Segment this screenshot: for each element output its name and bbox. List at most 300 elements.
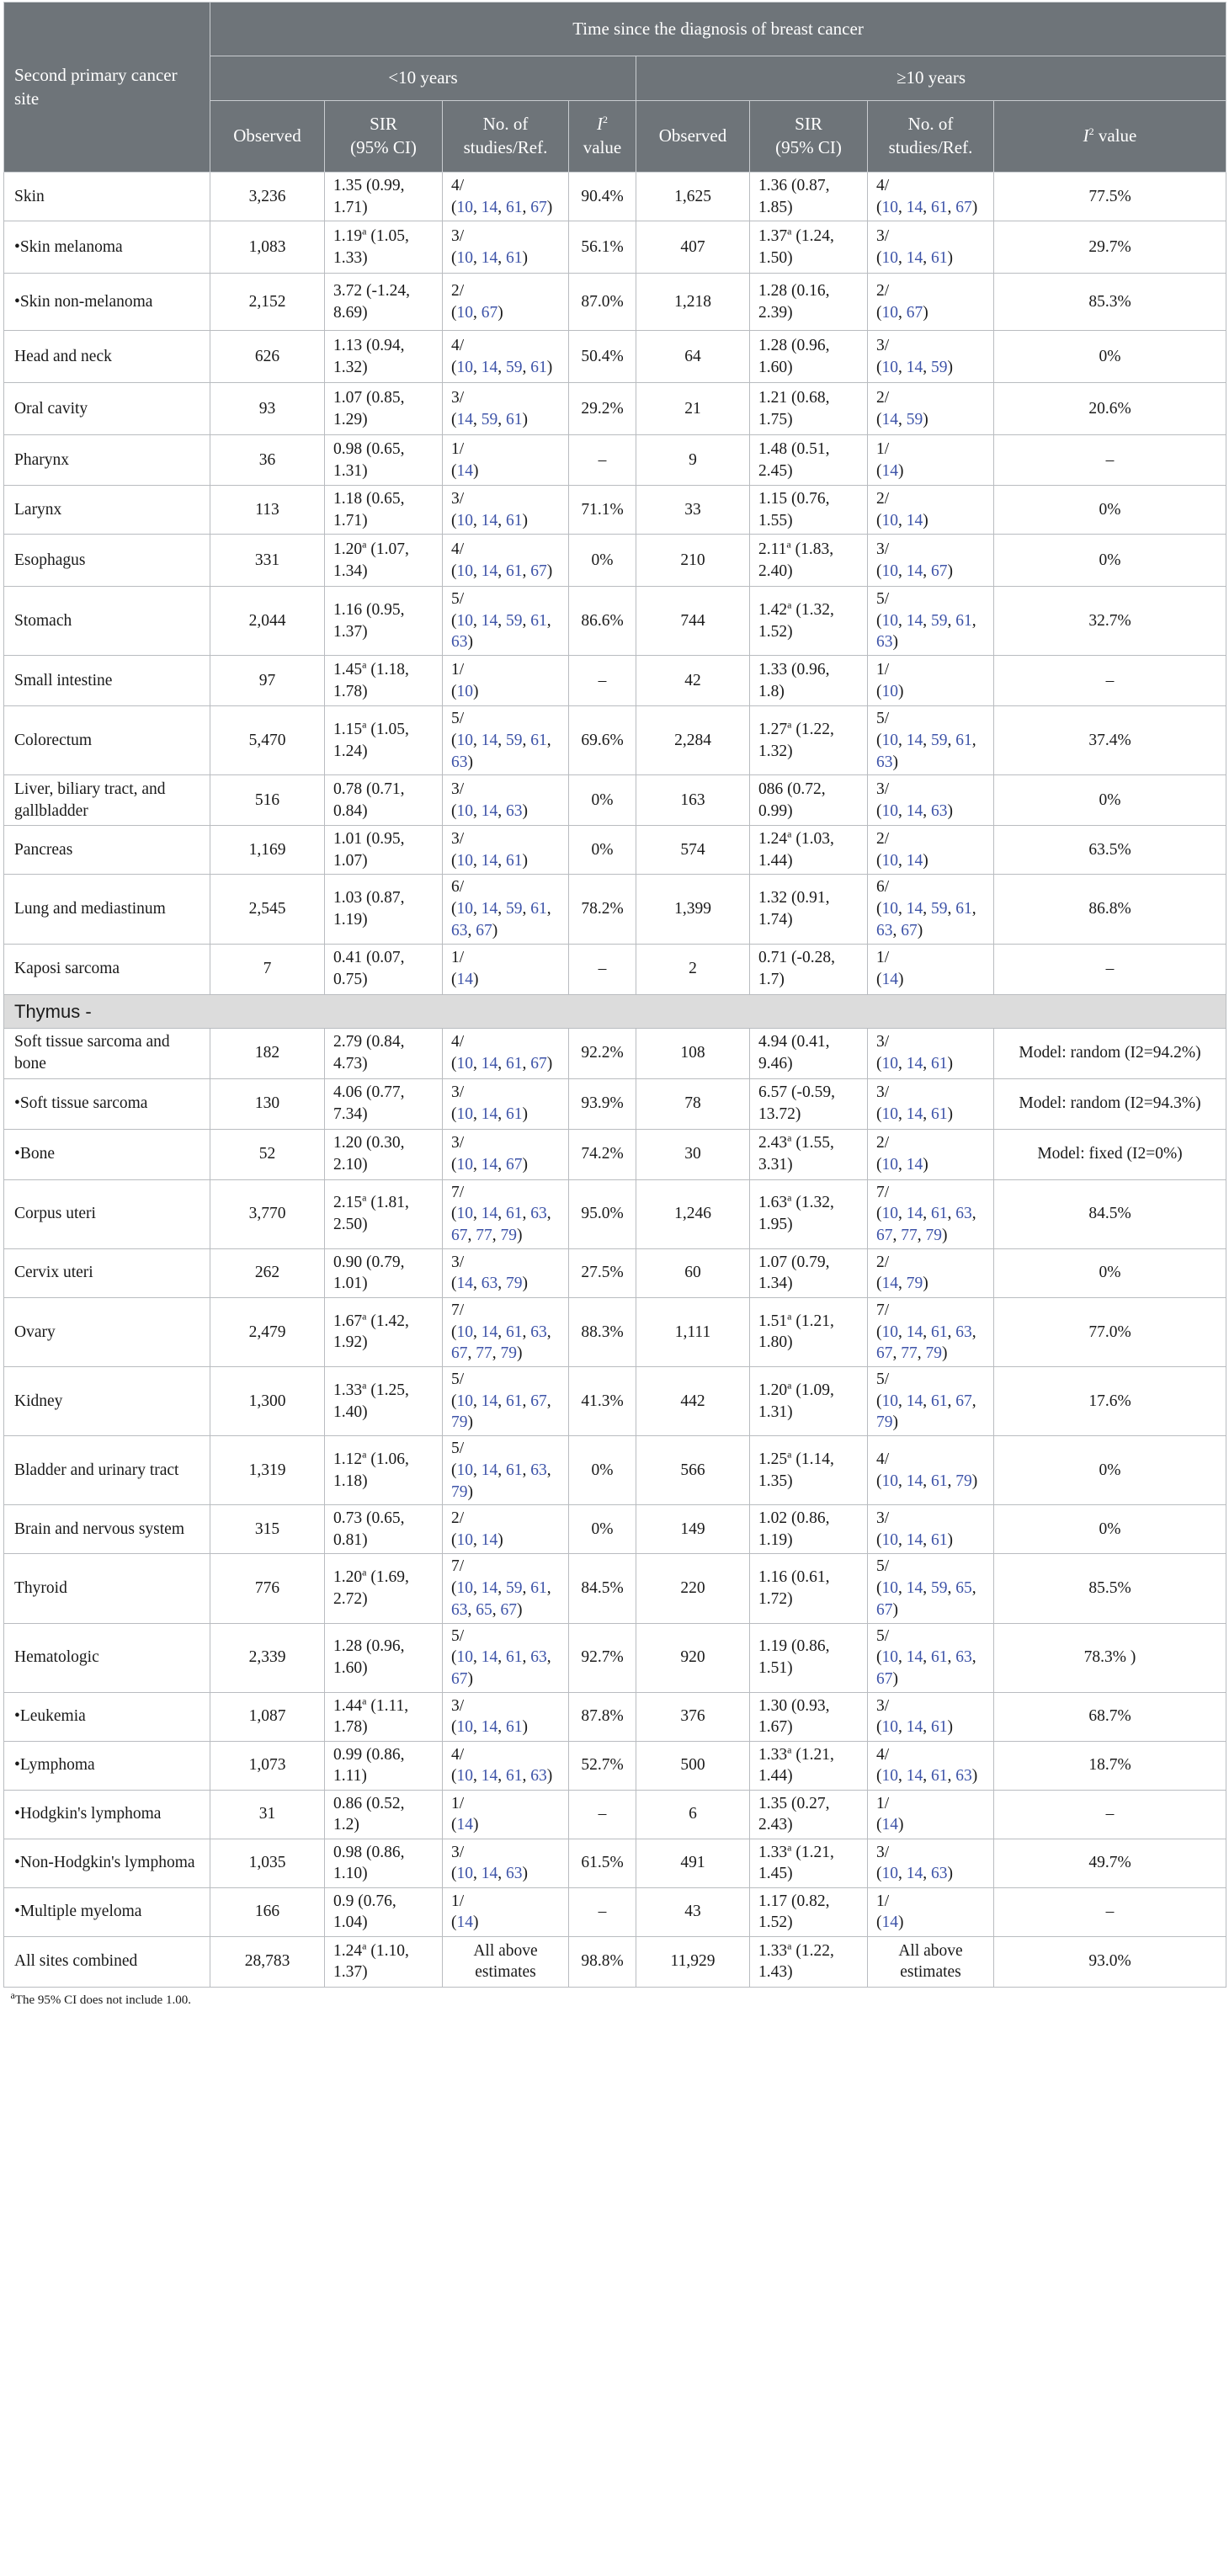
- ref-link[interactable]: 79: [925, 1344, 942, 1363]
- sir-value: 1.48 (0.51, 2.45): [758, 439, 830, 480]
- ref-link[interactable]: 63: [931, 1865, 948, 1883]
- i2-value-word: value: [583, 137, 622, 157]
- ref-link[interactable]: 77: [901, 1344, 918, 1363]
- studies-cell: 5/ (10, 14, 59, 61, 63): [868, 706, 994, 775]
- i2-header: [569, 101, 636, 173]
- ref-link[interactable]: 14: [906, 900, 923, 918]
- ref-link[interactable]: 61: [931, 1472, 948, 1490]
- observed-cell: 1,625: [636, 173, 750, 221]
- ref-link[interactable]: 10: [456, 1156, 473, 1174]
- ref-link[interactable]: 61: [955, 900, 972, 918]
- ref-link[interactable]: 10: [881, 1718, 898, 1737]
- i2-cell: 52.7%: [569, 1741, 636, 1790]
- studies-cell: 3/ (10, 14, 61): [443, 826, 569, 875]
- ref-link[interactable]: 14: [906, 1767, 923, 1786]
- ref-link[interactable]: 67: [530, 1392, 547, 1410]
- studies-cell: 3/ (14, 63, 79): [443, 1248, 569, 1297]
- ref-link[interactable]: 10: [456, 248, 473, 267]
- ref-link[interactable]: 10: [881, 1865, 898, 1883]
- ref-link[interactable]: 63: [955, 1767, 972, 1786]
- site-cell: •Skin non-melanoma: [4, 274, 210, 331]
- ref-link[interactable]: 61: [506, 562, 523, 580]
- sir-cell: [750, 1248, 868, 1297]
- ref-link[interactable]: 63: [876, 633, 893, 652]
- i2-cell: –: [994, 1790, 1226, 1839]
- ref-link[interactable]: 61: [931, 1323, 948, 1341]
- sir-value: 1.33: [333, 1381, 363, 1399]
- sir-sup: a: [362, 1695, 367, 1707]
- ref-link[interactable]: 61: [506, 1461, 523, 1479]
- ref-link[interactable]: 10: [881, 198, 898, 216]
- studies-cell: 5/ (10, 14, 61, 63, 67): [868, 1623, 994, 1692]
- ref-link[interactable]: 63: [530, 1205, 547, 1223]
- sir-value: 0.86 (0.52, 1.2): [333, 1794, 405, 1834]
- ref-link[interactable]: 14: [906, 1392, 923, 1410]
- ref-link[interactable]: 79: [906, 1275, 923, 1293]
- ref-link[interactable]: 14: [881, 410, 898, 428]
- ref-link[interactable]: 14: [906, 1579, 923, 1598]
- ref-link[interactable]: 10: [881, 1767, 898, 1786]
- ref-link[interactable]: 79: [451, 1482, 468, 1501]
- sir-ci: (1.21, 1.45): [758, 1843, 834, 1883]
- studies-count: 7/: [451, 1557, 465, 1576]
- ref-link[interactable]: 63: [451, 921, 468, 939]
- ref-link[interactable]: 61: [506, 851, 523, 870]
- ref-link[interactable]: 10: [881, 851, 898, 870]
- ref-link[interactable]: 59: [506, 1579, 523, 1598]
- ref-link[interactable]: 10: [456, 731, 473, 749]
- ref-link[interactable]: 10: [456, 1767, 473, 1786]
- ref-link[interactable]: 63: [530, 1323, 547, 1341]
- ref-link[interactable]: 61: [506, 1718, 523, 1737]
- sir-value: 1.19 (0.86, 1.51): [758, 1637, 830, 1678]
- ref-link[interactable]: 14: [881, 461, 898, 480]
- ref-link[interactable]: 61: [530, 358, 547, 376]
- ref-link[interactable]: 61: [506, 511, 523, 530]
- ref-link[interactable]: 61: [506, 1392, 523, 1410]
- ref-link[interactable]: 63: [876, 921, 893, 939]
- ref-link[interactable]: 59: [506, 611, 523, 630]
- ref-link[interactable]: 14: [456, 1913, 473, 1932]
- ref-link[interactable]: 10: [881, 1472, 898, 1490]
- sir-sup: a: [787, 1743, 792, 1756]
- ref-link[interactable]: 10: [881, 562, 898, 580]
- ref-link[interactable]: 63: [955, 1205, 972, 1223]
- ref-link[interactable]: 14: [456, 461, 473, 480]
- ref-link[interactable]: 61: [931, 1105, 948, 1124]
- ref-link[interactable]: 14: [906, 198, 923, 216]
- observed-cell: 5,470: [210, 706, 325, 775]
- ref-link[interactable]: 14: [906, 1865, 923, 1883]
- sir-value: 1.67: [333, 1312, 363, 1330]
- ref-link[interactable]: 59: [931, 731, 948, 749]
- sir-value: 1.03 (0.87, 1.19): [333, 889, 405, 929]
- ref-link[interactable]: 63: [451, 1600, 468, 1619]
- sir-cell: [750, 435, 868, 486]
- ref-link[interactable]: 14: [456, 971, 473, 989]
- ref-link[interactable]: 67: [506, 1156, 523, 1174]
- ref-link[interactable]: 63: [955, 1648, 972, 1667]
- ref-link[interactable]: 14: [481, 1648, 498, 1667]
- ref-link[interactable]: 63: [506, 1865, 523, 1883]
- ref-link[interactable]: 67: [530, 562, 547, 580]
- ref-link[interactable]: 63: [506, 801, 523, 820]
- ref-link[interactable]: 14: [481, 801, 498, 820]
- ref-link[interactable]: 10: [456, 851, 473, 870]
- studies-count: 5/: [876, 1557, 890, 1576]
- ref-link[interactable]: 67: [451, 1670, 468, 1689]
- sir-cell: [750, 274, 868, 331]
- i2-cell: 85.3%: [994, 274, 1226, 331]
- sir-value: 3.72 (-1.24, 8.69): [333, 281, 410, 322]
- sir-ci: (1.81, 2.50): [333, 1194, 409, 1234]
- ref-link[interactable]: 14: [906, 1648, 923, 1667]
- ref-link[interactable]: 10: [456, 1392, 473, 1410]
- ref-link[interactable]: 10: [881, 900, 898, 918]
- ref-link[interactable]: 14: [481, 731, 498, 749]
- ref-link[interactable]: 67: [451, 1227, 468, 1245]
- ref-link[interactable]: 14: [906, 358, 923, 376]
- ref-link[interactable]: 10: [881, 1105, 898, 1124]
- ref-link[interactable]: 10: [456, 1865, 473, 1883]
- ref-link[interactable]: 14: [456, 1275, 473, 1293]
- studies-cell: 2/ (10, 67): [443, 274, 569, 331]
- i2-cell: 0%: [569, 535, 636, 587]
- ref-link[interactable]: 67: [876, 1600, 893, 1619]
- ref-link[interactable]: 14: [481, 1205, 498, 1223]
- ref-link[interactable]: 10: [881, 303, 898, 322]
- ref-link[interactable]: 10: [456, 303, 473, 322]
- ref-link[interactable]: 61: [955, 731, 972, 749]
- ref-link[interactable]: 61: [931, 1205, 948, 1223]
- ref-link[interactable]: 61: [530, 611, 547, 630]
- sir-value: 2.11: [758, 540, 787, 558]
- sir-cell: [325, 1129, 443, 1179]
- ref-link[interactable]: 10: [881, 1392, 898, 1410]
- ref-link[interactable]: 10: [456, 1055, 473, 1073]
- ref-link[interactable]: 63: [451, 633, 468, 652]
- ref-link[interactable]: 14: [481, 900, 498, 918]
- ref-link[interactable]: 14: [481, 248, 498, 267]
- ref-link[interactable]: 63: [451, 753, 468, 771]
- ref-link[interactable]: 10: [456, 1648, 473, 1667]
- ref-link[interactable]: 14: [881, 1816, 898, 1834]
- observed-cell: 42: [636, 656, 750, 706]
- sir-value: 1.45: [333, 660, 363, 679]
- ref-link[interactable]: 10: [456, 358, 473, 376]
- i2-cell: 63.5%: [994, 826, 1226, 875]
- ref-link[interactable]: 61: [931, 248, 948, 267]
- ref-link[interactable]: 61: [506, 248, 523, 267]
- ref-link[interactable]: 67: [876, 1344, 893, 1363]
- ref-link[interactable]: 61: [530, 1579, 547, 1598]
- ref-link[interactable]: 10: [456, 562, 473, 580]
- ref-link[interactable]: 61: [506, 1105, 523, 1124]
- observed-cell: 31: [210, 1790, 325, 1839]
- ref-link[interactable]: 10: [881, 1530, 898, 1549]
- ref-link[interactable]: 14: [906, 851, 923, 870]
- ref-link[interactable]: 63: [530, 1648, 547, 1667]
- sir-value: 1.07 (0.85, 1.29): [333, 388, 405, 428]
- ref-link[interactable]: 10: [456, 198, 473, 216]
- ref-link[interactable]: 61: [530, 731, 547, 749]
- ref-link[interactable]: 67: [931, 562, 948, 580]
- ref-link[interactable]: 14: [481, 1323, 498, 1341]
- ref-link[interactable]: 14: [481, 198, 498, 216]
- observed-cell: 407: [636, 221, 750, 274]
- ref-link[interactable]: 63: [530, 1767, 547, 1786]
- ref-link[interactable]: 14: [481, 562, 498, 580]
- observed-cell: 6: [636, 1790, 750, 1839]
- ref-link[interactable]: 10: [881, 248, 898, 267]
- ref-link[interactable]: 14: [906, 248, 923, 267]
- ref-link[interactable]: 63: [876, 753, 893, 771]
- observed-cell: 2,284: [636, 706, 750, 775]
- ref-link[interactable]: 61: [931, 1718, 948, 1737]
- ref-link[interactable]: 79: [876, 1413, 893, 1432]
- observed-cell: 33: [636, 486, 750, 535]
- ref-link[interactable]: 14: [906, 562, 923, 580]
- ref-link[interactable]: 65: [476, 1600, 492, 1619]
- ref-link[interactable]: 14: [481, 1156, 498, 1174]
- ref-link[interactable]: 67: [955, 198, 972, 216]
- ref-link[interactable]: 14: [481, 1718, 498, 1737]
- ref-link[interactable]: 10: [456, 1105, 473, 1124]
- ref-link[interactable]: 59: [506, 900, 523, 918]
- ref-link[interactable]: 61: [931, 1767, 948, 1786]
- ref-link[interactable]: 79: [500, 1227, 517, 1245]
- ref-link[interactable]: 59: [931, 1579, 948, 1598]
- i2-cell: 77.5%: [994, 173, 1226, 221]
- ref-link[interactable]: 14: [481, 1767, 498, 1786]
- ref-link[interactable]: 59: [506, 358, 523, 376]
- ref-link[interactable]: 67: [476, 921, 492, 939]
- studies-count: 3/: [876, 1509, 890, 1528]
- ref-link[interactable]: 14: [481, 1392, 498, 1410]
- ref-link[interactable]: 67: [481, 303, 498, 322]
- ref-link[interactable]: 14: [481, 1579, 498, 1598]
- ref-link[interactable]: 10: [881, 1648, 898, 1667]
- ref-link[interactable]: 67: [500, 1600, 517, 1619]
- studies-cell: [443, 1936, 569, 1987]
- studies-cell: 3/ (10, 14, 61): [868, 1692, 994, 1741]
- ref-link[interactable]: 77: [901, 1227, 918, 1245]
- ref-link[interactable]: 61: [506, 1767, 523, 1786]
- ref-link[interactable]: 14: [881, 971, 898, 989]
- ref-link[interactable]: 67: [530, 1055, 547, 1073]
- ref-link[interactable]: 14: [481, 1461, 498, 1479]
- observed-cell: 2,339: [210, 1623, 325, 1692]
- ref-link[interactable]: 79: [500, 1344, 517, 1363]
- ref-link[interactable]: 10: [456, 1461, 473, 1479]
- ref-link[interactable]: 14: [481, 1530, 498, 1549]
- site-cell: •Hodgkin's lymphoma: [4, 1790, 210, 1839]
- ref-link[interactable]: 61: [931, 1530, 948, 1549]
- ref-link[interactable]: 67: [876, 1670, 893, 1689]
- ref-link[interactable]: 61: [506, 410, 523, 428]
- ref-link[interactable]: 10: [881, 511, 898, 530]
- ref-link[interactable]: 67: [530, 198, 547, 216]
- ref-link[interactable]: 63: [530, 1461, 547, 1479]
- studies-cell: 5/ (10, 14, 59, 61, 63): [868, 587, 994, 656]
- studies-cell: 7/ (10, 14, 61, 63, 67, 77, 79): [443, 1179, 569, 1248]
- sir-value: 1.33: [758, 1941, 788, 1960]
- ref-link[interactable]: 14: [906, 1205, 923, 1223]
- observed-header: Observed: [210, 101, 325, 173]
- ref-link[interactable]: 14: [481, 1105, 498, 1124]
- observed-cell: 93: [210, 383, 325, 435]
- ref-link[interactable]: 10: [881, 1205, 898, 1223]
- ref-link[interactable]: 59: [931, 900, 948, 918]
- ref-link[interactable]: 14: [906, 1055, 923, 1073]
- ref-link[interactable]: 14: [906, 1530, 923, 1549]
- site-cell: Pharynx: [4, 435, 210, 486]
- studies-cell: 3/ (10, 14, 67): [443, 1129, 569, 1179]
- ref-link[interactable]: 14: [456, 410, 473, 428]
- ref-link[interactable]: 14: [906, 511, 923, 530]
- ref-link[interactable]: 63: [931, 801, 948, 820]
- ref-link[interactable]: 10: [456, 611, 473, 630]
- studies-cell: 3/ (10, 14, 61): [868, 1078, 994, 1129]
- ref-link[interactable]: 14: [906, 731, 923, 749]
- ref-link[interactable]: 10: [456, 511, 473, 530]
- sir-value: 1.21 (0.68, 1.75): [758, 388, 830, 428]
- ref-link[interactable]: 14: [456, 1816, 473, 1834]
- site-cell: •Bone: [4, 1129, 210, 1179]
- ref-link[interactable]: 79: [925, 1227, 942, 1245]
- i2-cell: 0%: [994, 535, 1226, 587]
- ref-link[interactable]: 10: [881, 1156, 898, 1174]
- ref-link[interactable]: 61: [506, 1323, 523, 1341]
- ref-link[interactable]: 10: [881, 731, 898, 749]
- studies-count: 3/: [876, 1033, 890, 1051]
- ref-link[interactable]: 61: [506, 1205, 523, 1223]
- sir-cell: [750, 331, 868, 383]
- ref-link[interactable]: 61: [931, 1055, 948, 1073]
- ref-link[interactable]: 63: [955, 1323, 972, 1341]
- sir-sup: a: [362, 718, 367, 731]
- ref-link[interactable]: 10: [456, 682, 473, 700]
- ref-link[interactable]: 14: [481, 1055, 498, 1073]
- ref-link[interactable]: 10: [456, 900, 473, 918]
- ref-link[interactable]: 61: [955, 611, 972, 630]
- ref-link[interactable]: 61: [506, 1648, 523, 1667]
- i2-cell: –: [569, 656, 636, 706]
- sir-value: 0.9 (0.76, 1.04): [333, 1892, 396, 1932]
- ref-link[interactable]: 10: [881, 1055, 898, 1073]
- site-cell: All sites combined: [4, 1936, 210, 1987]
- ref-link[interactable]: 59: [906, 410, 923, 428]
- ref-link[interactable]: 67: [451, 1344, 468, 1363]
- ref-link[interactable]: 59: [506, 731, 523, 749]
- ref-link[interactable]: 10: [881, 1323, 898, 1341]
- ref-link[interactable]: 59: [931, 358, 948, 376]
- ref-link[interactable]: 14: [481, 611, 498, 630]
- ref-link[interactable]: 14: [906, 1105, 923, 1124]
- ref-link[interactable]: 61: [506, 198, 523, 216]
- ref-link[interactable]: 10: [881, 682, 898, 700]
- ref-link[interactable]: 14: [906, 1156, 923, 1174]
- ref-link[interactable]: 10: [881, 358, 898, 376]
- ref-link[interactable]: 10: [456, 801, 473, 820]
- ref-link[interactable]: 14: [881, 1275, 898, 1293]
- site-cell: Brain and nervous system: [4, 1505, 210, 1554]
- studies-count: 3/: [451, 780, 465, 799]
- table-row: [4, 1367, 1226, 1436]
- ref-link[interactable]: 59: [481, 410, 498, 428]
- table-row: [4, 1741, 1226, 1790]
- ref-link[interactable]: 63: [481, 1275, 498, 1293]
- sir-sup: a: [787, 225, 792, 237]
- ref-link[interactable]: 10: [881, 1579, 898, 1598]
- sir-cell: [750, 656, 868, 706]
- observed-cell: 574: [636, 826, 750, 875]
- ref-link[interactable]: 59: [931, 611, 948, 630]
- site-cell: Larynx: [4, 486, 210, 535]
- observed-cell: 1,246: [636, 1179, 750, 1248]
- i2-cell: 20.6%: [994, 383, 1226, 435]
- ref-link[interactable]: 14: [906, 801, 923, 820]
- studies-cell: 3/ (10, 14, 61): [868, 1028, 994, 1078]
- ref-link[interactable]: 10: [456, 1323, 473, 1341]
- ref-link[interactable]: 10: [456, 1530, 473, 1549]
- studies-count: 3/: [451, 388, 465, 407]
- ref-link[interactable]: 14: [906, 1718, 923, 1737]
- ref-link[interactable]: 79: [451, 1413, 468, 1432]
- sir-cell: [325, 173, 443, 221]
- site-cell: Cervix uteri: [4, 1248, 210, 1297]
- ref-link[interactable]: 14: [481, 358, 498, 376]
- ref-link[interactable]: 14: [481, 511, 498, 530]
- ref-link[interactable]: 61: [931, 1648, 948, 1667]
- ref-link[interactable]: 61: [506, 1055, 523, 1073]
- ref-link[interactable]: 61: [530, 900, 547, 918]
- studies-cell: 7/ (10, 14, 61, 63, 67, 77, 79): [868, 1297, 994, 1366]
- ref-link[interactable]: 14: [481, 851, 498, 870]
- ref-link[interactable]: 79: [506, 1275, 523, 1293]
- site-cell: Kidney: [4, 1367, 210, 1436]
- ref-link[interactable]: 14: [906, 1323, 923, 1341]
- ref-link[interactable]: 77: [476, 1227, 492, 1245]
- ref-link[interactable]: 77: [476, 1344, 492, 1363]
- sir-ci: (1.42, 1.92): [333, 1312, 409, 1352]
- sir-value: 1.33: [758, 1843, 788, 1861]
- site-cell: •Leukemia: [4, 1692, 210, 1741]
- ref-link[interactable]: 65: [955, 1579, 972, 1598]
- ref-link[interactable]: 14: [906, 1472, 923, 1490]
- sir-cell: [750, 1887, 868, 1936]
- ref-link[interactable]: 67: [906, 303, 923, 322]
- sir-cell: [750, 875, 868, 944]
- ref-link[interactable]: 10: [456, 1718, 473, 1737]
- ref-link[interactable]: 79: [955, 1472, 972, 1490]
- site-cell: Stomach: [4, 587, 210, 656]
- ref-link[interactable]: 14: [481, 1865, 498, 1883]
- studies-cell: 5/ (10, 14, 59, 61, 63): [443, 706, 569, 775]
- ref-link[interactable]: 10: [456, 1205, 473, 1223]
- ref-link[interactable]: 61: [931, 1392, 948, 1410]
- ref-link[interactable]: 67: [901, 921, 918, 939]
- ref-link[interactable]: 10: [881, 611, 898, 630]
- ref-link[interactable]: 67: [876, 1227, 893, 1245]
- ref-link[interactable]: 14: [881, 1913, 898, 1932]
- ref-link[interactable]: 10: [456, 1579, 473, 1598]
- ref-link[interactable]: 67: [955, 1392, 972, 1410]
- studies-count: 5/: [876, 710, 890, 728]
- ref-link[interactable]: 10: [881, 801, 898, 820]
- ref-link[interactable]: 61: [931, 198, 948, 216]
- ref-link[interactable]: 14: [906, 611, 923, 630]
